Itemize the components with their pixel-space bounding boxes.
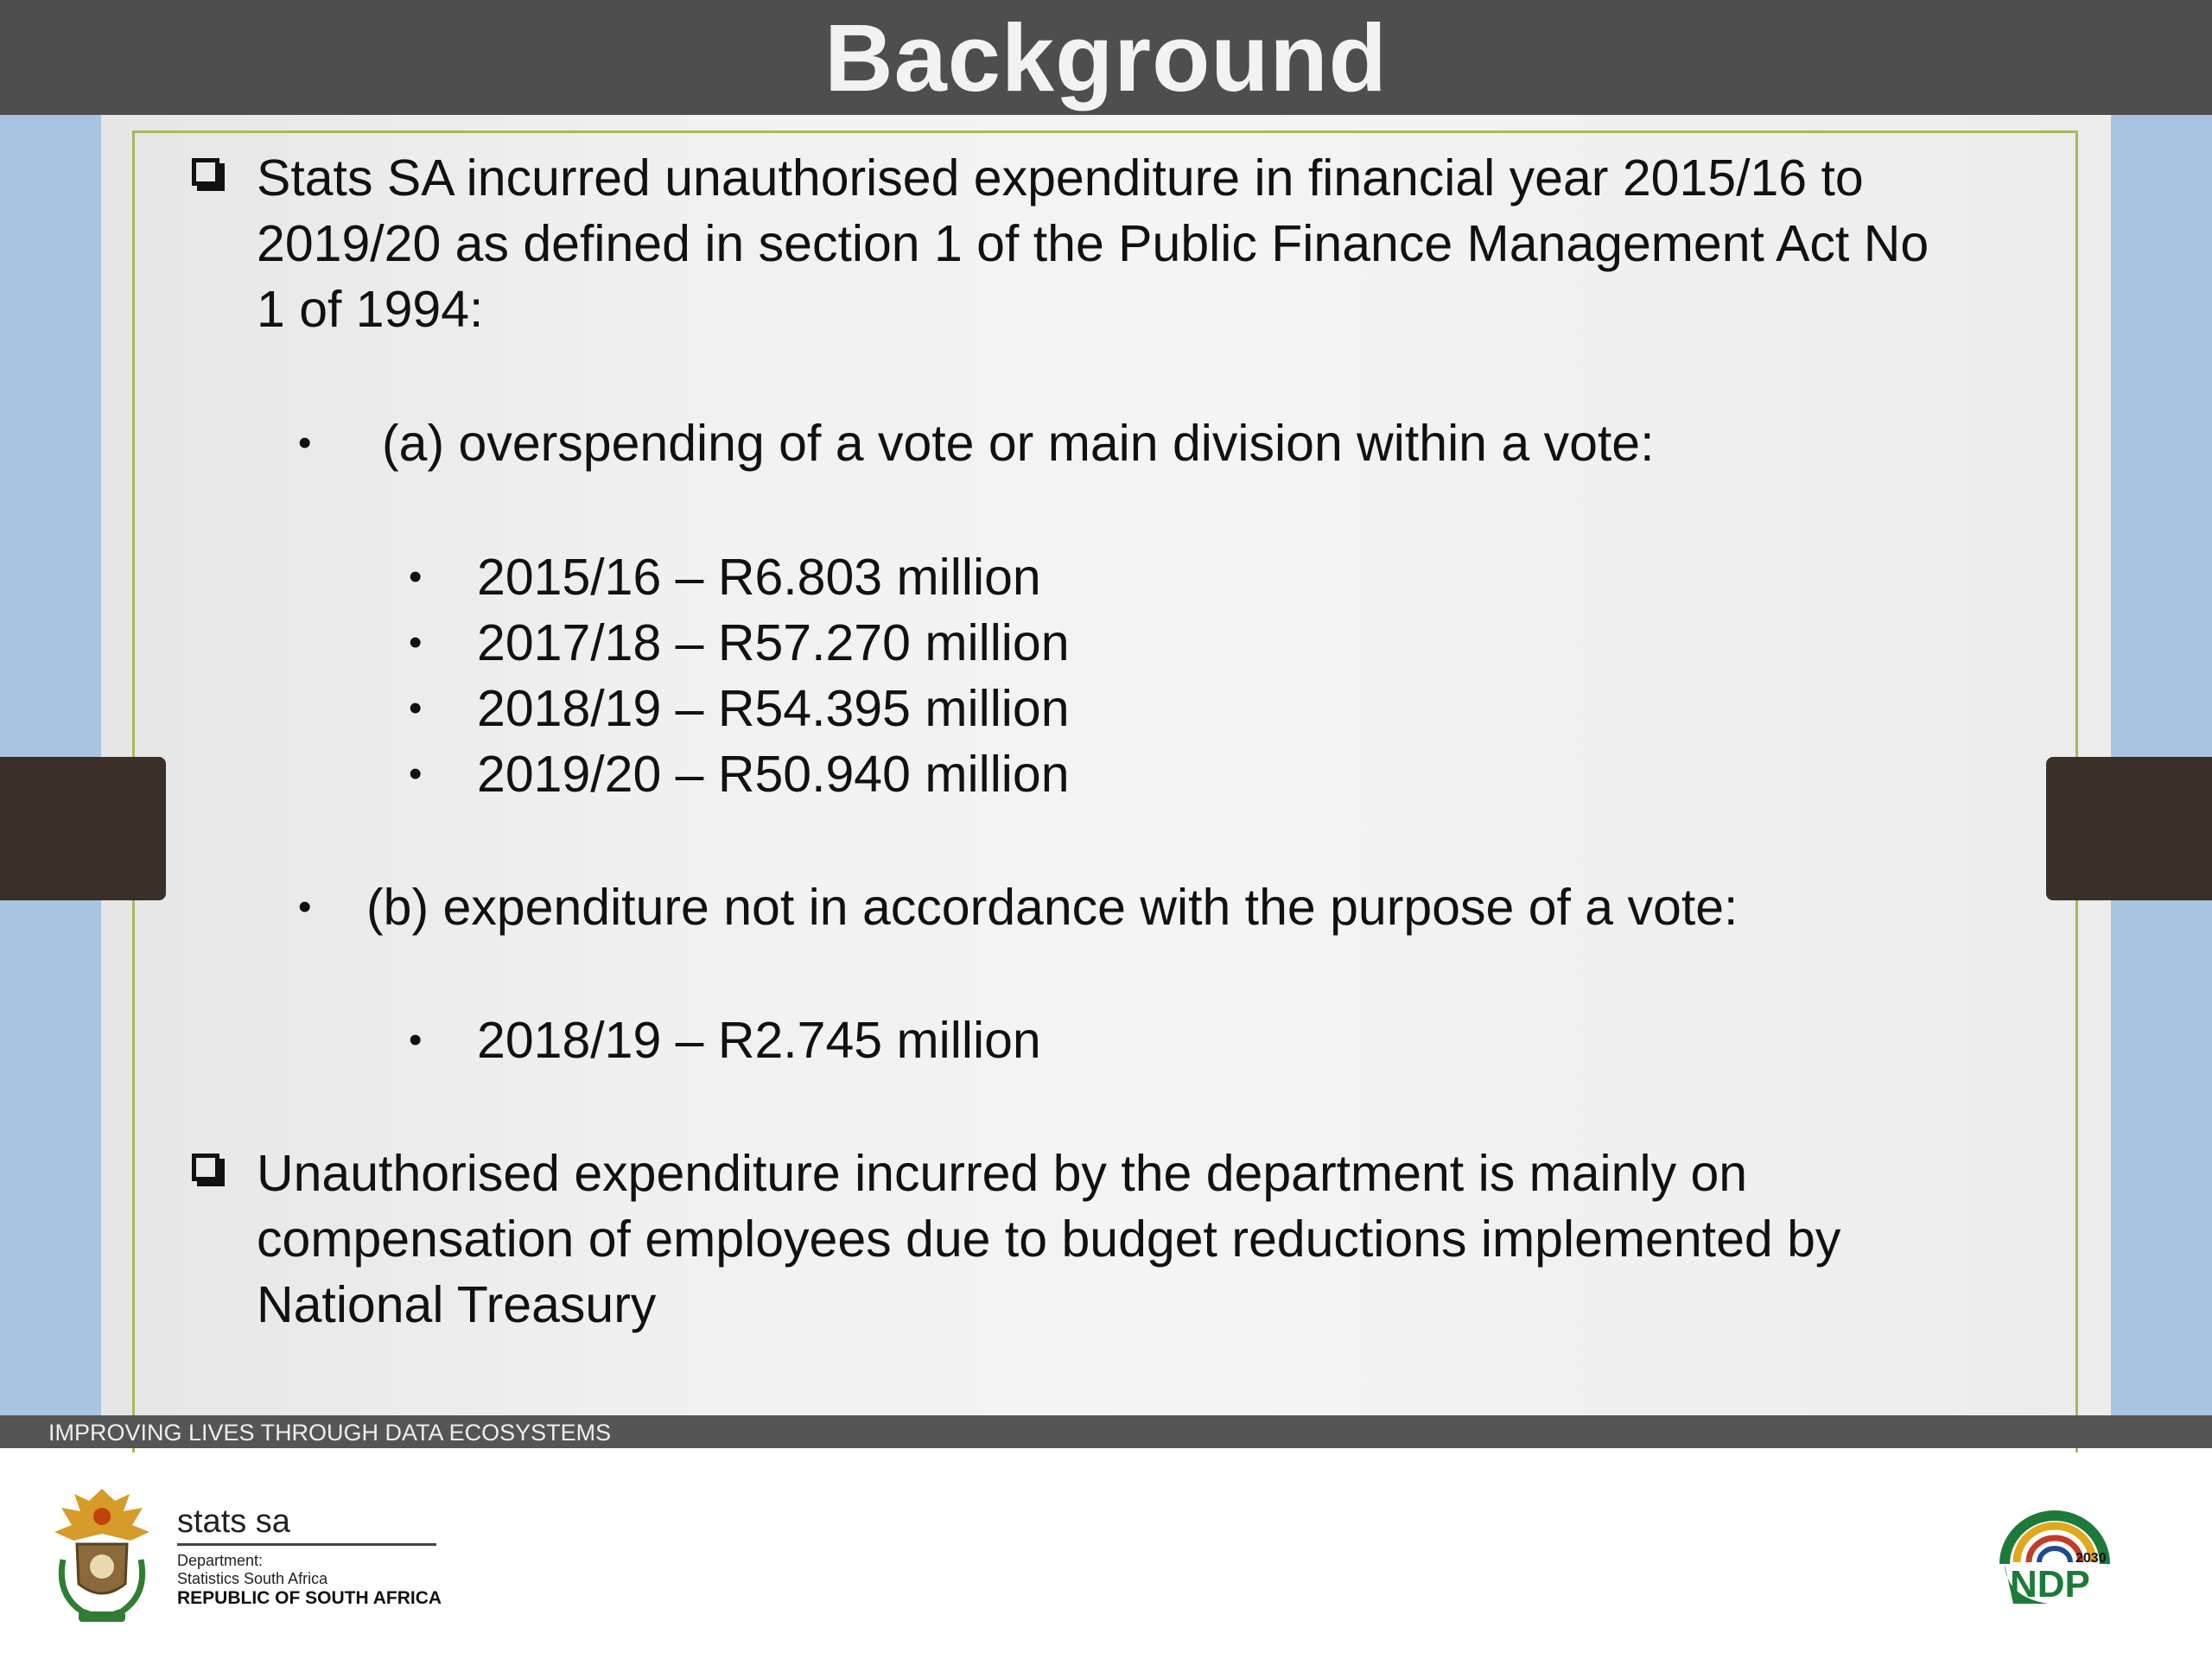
footer-tagline: IMPROVING LIVES THROUGH DATA ECOSYSTEMS	[48, 1420, 612, 1446]
point-1-line-2: 2019/20 as defined in section 1 of the Public Finance Management Act No	[257, 215, 1929, 272]
sub-b-item-1: 2018/19 – R2.745 million	[477, 1012, 1041, 1069]
point-1-line-3: 1 of 1994:	[257, 281, 484, 338]
sub-a-item-4: 2019/20 – R50.940 million	[477, 746, 1070, 803]
right-clip	[2046, 757, 2212, 900]
point-2-line-2: compensation of employees due to budget reductions implemented by	[257, 1211, 1841, 1268]
logo-line-1: Department:	[177, 1552, 264, 1569]
point-2-line-1: Unauthorised expenditure incurred by the department is mainly on	[257, 1145, 1748, 1202]
left-clip	[0, 757, 166, 900]
checkbox-bullet-icon	[192, 1154, 219, 1181]
checkbox-bullet-icon	[192, 158, 219, 186]
ndp-logo-icon	[1996, 1510, 2113, 1609]
ndp-year: 2030	[2075, 1551, 2107, 1566]
bullet-icon: •	[298, 422, 312, 464]
sub-a-item-3: 2018/19 – R54.395 million	[477, 680, 1070, 737]
point-2-line-3: National Treasury	[257, 1276, 657, 1333]
logo-divider	[177, 1543, 436, 1546]
bullet-icon: •	[409, 621, 423, 664]
bullet-icon: •	[409, 753, 423, 795]
bullet-icon: •	[409, 687, 423, 729]
sub-a-label: (a) overspending of a vote or main division within a vote:	[382, 415, 1655, 472]
logo-line-2: Statistics South Africa	[177, 1570, 328, 1587]
sub-a-item-1: 2015/16 – R6.803 million	[477, 549, 1041, 606]
bullet-icon: •	[409, 1019, 423, 1061]
bullet-icon: •	[298, 886, 312, 928]
logo-name: stats sa	[177, 1503, 290, 1540]
slide-title: Background	[824, 5, 1388, 111]
sub-a-item-2: 2017/18 – R57.270 million	[477, 614, 1070, 671]
sub-b-label: (b) expenditure not in accordance with the purpose of a vote:	[366, 879, 1738, 936]
bullet-icon: •	[409, 556, 423, 598]
logo-line-3: REPUBLIC OF SOUTH AFRICA	[177, 1588, 442, 1608]
point-1-line-1: Stats SA incurred unauthorised expenditure in financial year 2015/16 to	[257, 149, 1864, 207]
coat-of-arms-icon	[48, 1482, 156, 1625]
ndp-text: NDP	[2010, 1563, 2090, 1605]
